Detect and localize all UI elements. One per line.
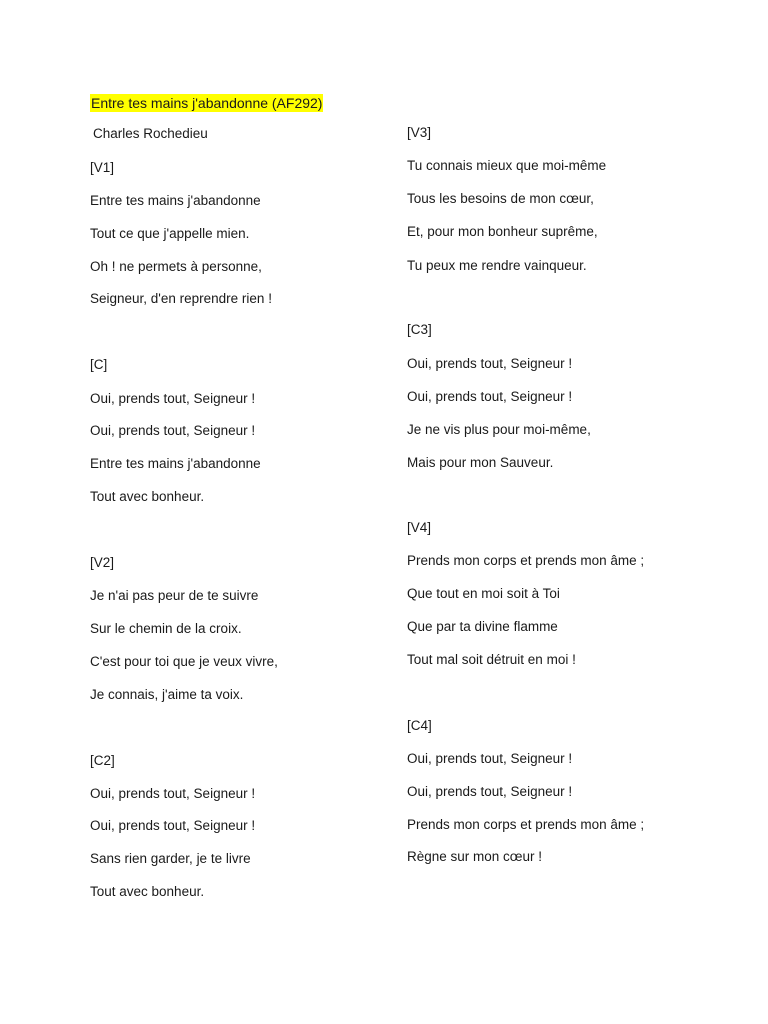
lyric-line: Sur le chemin de la croix.	[90, 621, 242, 636]
lyric-line: Oh ! ne permets à personne,	[90, 259, 262, 274]
lyric-line: C'est pour toi que je veux vivre,	[90, 654, 278, 669]
lyric-line: Et, pour mon bonheur suprême,	[407, 224, 598, 239]
section-label: [C4]	[407, 718, 432, 733]
lyric-line: Tout mal soit détruit en moi !	[407, 652, 576, 667]
lyric-line: Oui, prends tout, Seigneur !	[90, 423, 256, 438]
lyric-line: Entre tes mains j'abandonne	[90, 456, 261, 471]
lyric-line: Que par ta divine flamme	[407, 619, 558, 634]
lyric-line: Que tout en moi soit à Toi	[407, 586, 560, 601]
lyric-line: Tous les besoins de mon cœur,	[407, 191, 594, 206]
section-label: [V1]	[90, 160, 115, 175]
lyric-line: Seigneur, d'en reprendre rien !	[90, 291, 272, 306]
lyric-line: Oui, prends tout, Seigneur !	[407, 356, 573, 371]
lyric-line: Je ne vis plus pour moi-même,	[407, 422, 591, 437]
lyric-line: Oui, prends tout, Seigneur !	[90, 391, 256, 406]
section-label: [V2]	[90, 555, 115, 570]
lyric-line: Oui, prends tout, Seigneur !	[90, 818, 256, 833]
section-label: [V4]	[407, 520, 432, 535]
lyric-line: Tout avec bonheur.	[90, 884, 205, 899]
lyric-line: Tu connais mieux que moi-même	[407, 158, 607, 173]
section-label: [C3]	[407, 322, 432, 337]
lyric-line: Tu peux me rendre vainqueur.	[407, 258, 587, 273]
lyric-line: Prends mon corps et prends mon âme ;	[407, 553, 645, 568]
section-label: [C]	[90, 357, 108, 372]
song-title: Entre tes mains j'abandonne (AF292)	[91, 95, 323, 111]
lyric-line: Prends mon corps et prends mon âme ;	[407, 817, 645, 832]
lyric-line: Sans rien garder, je te livre	[90, 851, 251, 866]
lyric-line: Oui, prends tout, Seigneur !	[90, 786, 256, 801]
lyric-line: Oui, prends tout, Seigneur !	[407, 389, 573, 404]
section-label: [C2]	[90, 753, 115, 768]
lyric-line: Oui, prends tout, Seigneur !	[407, 784, 573, 799]
lyric-line: Règne sur mon cœur !	[407, 849, 543, 864]
lyric-line: Mais pour mon Sauveur.	[407, 455, 554, 470]
author: Charles Rochedieu	[93, 126, 208, 141]
lyric-line: Oui, prends tout, Seigneur !	[407, 751, 573, 766]
lyric-line: Tout ce que j'appelle mien.	[90, 226, 250, 241]
lyric-line: Je connais, j'aime ta voix.	[90, 687, 244, 702]
lyric-line: Tout avec bonheur.	[90, 489, 205, 504]
lyric-line: Entre tes mains j'abandonne	[90, 193, 261, 208]
section-label: [V3]	[407, 125, 432, 140]
lyric-line: Je n'ai pas peur de te suivre	[90, 588, 259, 603]
